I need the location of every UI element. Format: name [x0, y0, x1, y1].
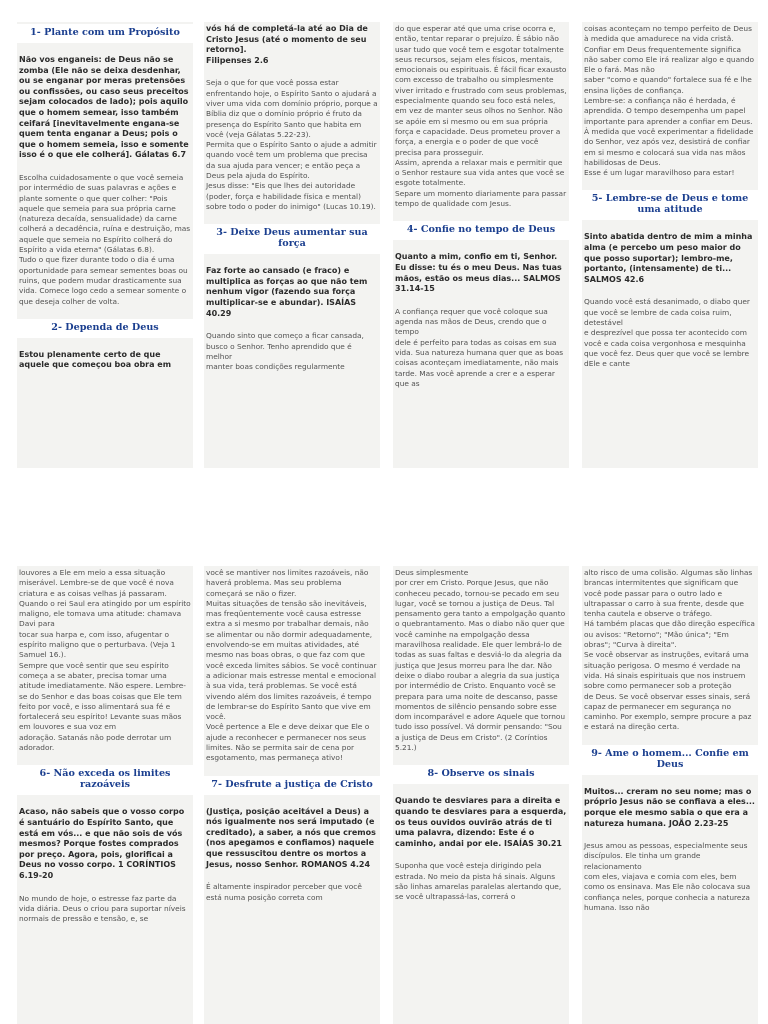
- body-text: Seja o que for que você possa estar enfrentando hoje, o Espírito Santo o ajudará a viver uma vida com domínio próprio, porque a Bíblia diz que o domínio próprio é fruto da presença do Espírito Santo que habita em você (veja Gálatas 5.22-23). Permita que o Espírito Santo o ajude a admitir quando você tem um problema que precisa da sua ajuda para vencer; e então peça a Deus pela ajuda do Espírito. Jesus disse: "Eis que lhes dei autoridade (poder, força e habilidade física e mental) sobre todo o poder do inimigo" (Lucas 10.19).: [206, 78, 378, 211]
- scripture-verse-block: [204, 24, 380, 66]
- scripture-verse-block: [582, 232, 758, 285]
- section-heading-block: [17, 24, 193, 43]
- section-heading-block: [204, 224, 380, 254]
- section-heading: 3- Deixe Deus aumentar sua força: [204, 224, 380, 254]
- body-text: Escolha cuidadosamente o que você semeia por intermédio de suas palavras e ações e plante somente o que quer colher: "Pois aquele que semeia para sua própria carne (natureza decaída, sensualidade) da carne colherá a decadência, ruína e destruição, mas aquele que semeia no Espírito colherá do Espírito a vida eterna" (Gálatas 6.8). Tudo o que fizer durante todo o dia é uma oportunidade para semear sementes boas ou ruins, que podem mudar drasticamente sua vida. Comece logo cedo a semear somente o que deseja colher de volta.: [19, 172, 191, 306]
- body-text-block: [204, 882, 380, 903]
- body-text-block: [204, 568, 380, 764]
- section-heading: 1- Plante com um Propósito: [17, 24, 193, 43]
- section-heading-block: [393, 765, 569, 784]
- scripture-verse-block: [17, 350, 193, 371]
- body-text-block: [204, 78, 380, 212]
- scripture-verse: vós há de completá-la até ao Dia de Cristo Jesus (até o momento de seu retorno]. Filipenses 2.6: [206, 24, 368, 65]
- body-text: coisas aconteçam no tempo perfeito de Deus à medida que amadurece na vida cristã. Confiar em Deus frequentemente significa não saber como Ele irá realizar algo e quando Ele o fará. Mas não saber "como e quando" fortalece sua fé e lhe ensina lições de confiança. Lembre-se: a confiança não é herdada, é aprendida. O tempo desempenha um papel importante para aprender a confiar em Deus. À medida que você experimentar a fidelidade do Senhor, vez após vez, desistirá de confiar em si mesmo e colocará sua vida nas mãos habilidosas de Deus. Esse é um lugar maravilhoso para estar!: [584, 24, 755, 178]
- section-heading: 9- Ame o homem... Confie em Deus: [582, 745, 758, 775]
- column-3: [393, 566, 569, 1024]
- scripture-verse-block: [582, 787, 758, 829]
- column-1: [17, 22, 193, 468]
- section-heading-block: [582, 190, 758, 220]
- body-text: alto risco de uma colisão. Algumas são linhas brancas intermitentes que significam que você pode passar para o outro lado e ultrapassar o carro à sua frente, desde que tenha cautela e observe o tráfego. Há também placas que dão direção específica ou avisos: "Retorno"; "Mão única"; "Em obras"; "Curva à direita". Se você observar as instruções, evitará uma situação perigosa. O mesmo é verdade na vida. Há sinais espirituais que nos instruem sobre como permanecer sob a proteção de Deus. Se você observar esses sinais, será capaz de permanecer em segurança no caminho. Por exemplo, sempre procure a paz e estará na direção certa.: [584, 568, 755, 732]
- body-text-block: [582, 297, 758, 369]
- column-4: [582, 22, 758, 468]
- body-text: A confiança requer que você coloque sua agenda nas mãos de Deus, crendo que o tempo dele é perfeito para todas as coisas em sua vida. Sua natureza humana quer que as boas coisas aconteçam imediatamente, não mais tarde. Mas você aprende a crer e a esperar que as: [395, 306, 564, 388]
- scripture-verse-block: [393, 796, 569, 849]
- body-text-block: [393, 861, 569, 902]
- body-text: Quando você está desanimado, o diabo quer que você se lembre de cada coisa ruim, detestável e desprezível que possa ter acontecido com você e cada coisa vergonhosa e mesquinha que você fez. Deus quer que você se lembre dEle e cante: [584, 297, 750, 369]
- body-text: Quando sinto que começo a ficar cansada, busco o Senhor. Tenho aprendido que é melhor manter boas condições regularmente: [206, 331, 364, 372]
- section-heading-block: [17, 765, 193, 795]
- scripture-verse: Muitos... creram no seu nome; mas o próprio Jesus não se confiava a eles... porque ele mesmo sabia o que era a natureza humana. JOÃO 2.23-25: [584, 786, 755, 828]
- scripture-verse: Estou plenamente certo de que aquele que começou boa obra em: [19, 349, 172, 370]
- scripture-verse-block: [17, 807, 193, 881]
- section-heading: 5- Lembre-se de Deus e tome uma atitude: [582, 190, 758, 220]
- body-text: Jesus amou as pessoas, especialmente seus discípulos. Ele tinha um grande relacionamento com eles, viajava e comia com eles, bem como os ensinava. Mas Ele não colocava sua confiança neles, porque conhecia a natureza humana. Isso não: [584, 841, 751, 912]
- body-text-block: [582, 24, 758, 178]
- page-top-half: [0, 22, 768, 468]
- section-heading-block: [393, 221, 569, 240]
- section-heading-block: [582, 745, 758, 775]
- scripture-verse-block: [204, 266, 380, 319]
- body-text-block: [393, 568, 569, 753]
- body-text: Deus simplesmente por crer em Cristo. Porque Jesus, que não conheceu pecado, tornou-se pecado em seu lugar, você se tornou a justiça de Deus. Tal pensamento gera tanto a empolgação quanto o quebrantamento. Mas o diabo não quer que você caminhe na empolgação dessa maravilhosa realidade. Ele quer lembrá-lo de todas as suas faltas e desviá-lo da alegria da justiça que Jesus morreu para lhe dar. Não deixe o diabo roubar a alegria da sua justiça por intermédio de Cristo. Enquanto você se prepara para uma noite de descanso, passe momentos de silêncio pensando sobre esse dom incomparável e adore Aquele que tornou tudo isso possível. Vá dormir pensando: "Sou a justiça de Deus em Cristo". (2 Coríntios 5.21.): [395, 568, 566, 753]
- column-2: [204, 566, 380, 1024]
- body-text: Suponha que você esteja dirigindo pela estrada. No meio da pista há sinais. Alguns são linhas amarelas paralelas alertando que, se você ultrapassá-las, correrá o: [395, 861, 562, 902]
- section-heading: 7- Desfrute a justiça de Cristo: [204, 776, 380, 795]
- body-text: do que esperar até que uma crise ocorra e, então, tentar reparar o prejuízo. É sábio não usar tudo que você tem e esgotar totalmente seus recursos, sejam eles físicos, mentais, emocionais ou espirituais. É fácil ficar exausto com excesso de trabalho ou simplesmente viver irritado e frustrado com seus problemas, especialmente quando seu foco está neles, em vez de manter seus olhos no Senhor. Não se apóie em si mesmo ou em sua própria força e capacidade. Deus prometeu prover a força, a energia e o poder de que você precisa para prosseguir. Assim, aprenda a relaxar mais e permitir que o Senhor restaure sua vida antes que você se esgote totalmente. Separe um momento diariamente para passar tempo de qualidade com Jesus.: [395, 24, 567, 209]
- scripture-verse: Quanto a mim, confio em ti, Senhor. Eu disse: tu és o meu Deus. Nas tuas mãos, estão os meus dias... SALMOS 31.14-15: [395, 252, 562, 294]
- section-heading: 4- Confie no tempo de Deus: [393, 221, 569, 240]
- scripture-verse: Sinto abatida dentro de mim a minha alma (e percebo um peso maior do que posso suportar); lembro-me, portanto, (intensamente) de ti... SALMOS 42.6: [584, 232, 753, 284]
- section-heading: 2- Dependa de Deus: [17, 319, 193, 338]
- body-text: você se mantiver nos limites razoáveis, não haverá problema. Mas seu problema começará se não o fizer. Muitas situações de tensão são inevitáveis, mas freqüentemente você causa estresse extra a si mesmo por trabalhar demais, não se alimentar ou não dormir adequadamente, envolvendo-se em muitas atividades, até mesmo nas boas obras, o que faz com que você exceda limites sábios. Se você continuar a adicionar mais estresse mental e emocional à sua vida, terá problemas. Se você está vivendo além dos limites razoáveis, é tempo de lembrar-se do Espírito Santo que vive em você. Você pertence a Ele e deve deixar que Ele o ajude a reconhecer e permanecer nos seus limites. Não se permita sair de cena por esgotamento, mas permaneça ativo!: [206, 568, 377, 763]
- body-text-block: [17, 568, 193, 753]
- section-heading-block: [17, 319, 193, 338]
- column-1: [17, 566, 193, 1024]
- page-bottom-half: [0, 566, 768, 1024]
- body-text: É altamente inspirador perceber que você está numa posição correta com: [206, 882, 362, 902]
- body-text-block: [582, 841, 758, 913]
- body-text: No mundo de hoje, o estresse faz parte da vida diária. Deus o criou para suportar níveis normais de pressão e tensão, e, se: [19, 893, 186, 924]
- scripture-verse-block: [393, 252, 569, 294]
- column-3: [393, 22, 569, 468]
- scripture-verse-block: [204, 807, 380, 871]
- body-text: louvores a Ele em meio a essa situação miserável. Lembre-se de que você é nova criatura e as coisas velhas já passaram. Quando o rei Saul era atingido por um espírito maligno, ele tomava uma atitude: chamava Davi para tocar sua harpa e, com isso, afugentar o espírito maligno que o perturbava. (Veja 1 Samuel 16.). Sempre que você sentir que seu espírito começa a se abater, precisa tomar uma atitude imediatamente. Não espere. Lembre-se do Senhor e das boas coisas que Ele tem feito por você, e isso alimentará sua fé e fortalecerá seu espírito! Levante suas mãos em louvores e sua voz em adoração. Satanás não pode derrotar um adorador.: [19, 568, 191, 753]
- scripture-verse: Faz forte ao cansado (e fraco) e multiplica as forças ao que não tem nenhum vigor (fazendo sua força multiplicar-se e abundar). ISAÍAS 40.29: [206, 266, 368, 318]
- scripture-verse: Acaso, não sabeis que o vosso corpo é santuário do Espírito Santo, que está em vós... e que não sois de vós mesmos? Porque fostes comprados por preço. Agora, pois, glorificai a Deus no vosso corpo. 1 CORÍNTIOS 6.19-20: [19, 807, 185, 880]
- scripture-verse-block: [17, 55, 193, 161]
- column-2: [204, 22, 380, 468]
- body-text-block: [393, 307, 569, 389]
- column-4: [582, 566, 758, 1024]
- section-heading: 8- Observe os sinais: [393, 765, 569, 784]
- body-text-block: [204, 331, 380, 372]
- scripture-verse: (Justiça, posição aceitável a Deus) a nós igualmente nos será imputado (e creditado), a saber, a nós que cremos (nos apegamos e confiamos) naquele que ressuscitou dentre os mortos a Jesus, nosso Senhor. ROMANOS 4.24: [206, 806, 376, 869]
- body-text-block: [17, 894, 193, 925]
- scripture-verse: Quando te desviares para a direita e quando te desviares para a esquerda, os teus ouvidos ouvirão atrás de ti uma palavra, dizendo: Este é o caminho, andai por ele. ISAÍAS 30.21: [395, 796, 567, 848]
- scripture-verse: Não vos enganeis: de Deus não se zomba (Ele não se deixa desdenhar, ou se enganar por meras pretensões ou confissões, ou caso seus preceitos sejam colocados de lado); pois aquilo que o homem semear, isso também ceifará [inevitavelmente engana-se quem tenta enganar a Deus; pois o que o homem semeia, isso e somente isso é o que ele colherá]. Gálatas 6.7: [19, 55, 189, 160]
- body-text-block: [17, 173, 193, 307]
- section-heading: 6- Não exceda os limites razoáveis: [17, 765, 193, 795]
- body-text-block: [582, 568, 758, 733]
- section-heading-block: [204, 776, 380, 795]
- body-text-block: [393, 24, 569, 209]
